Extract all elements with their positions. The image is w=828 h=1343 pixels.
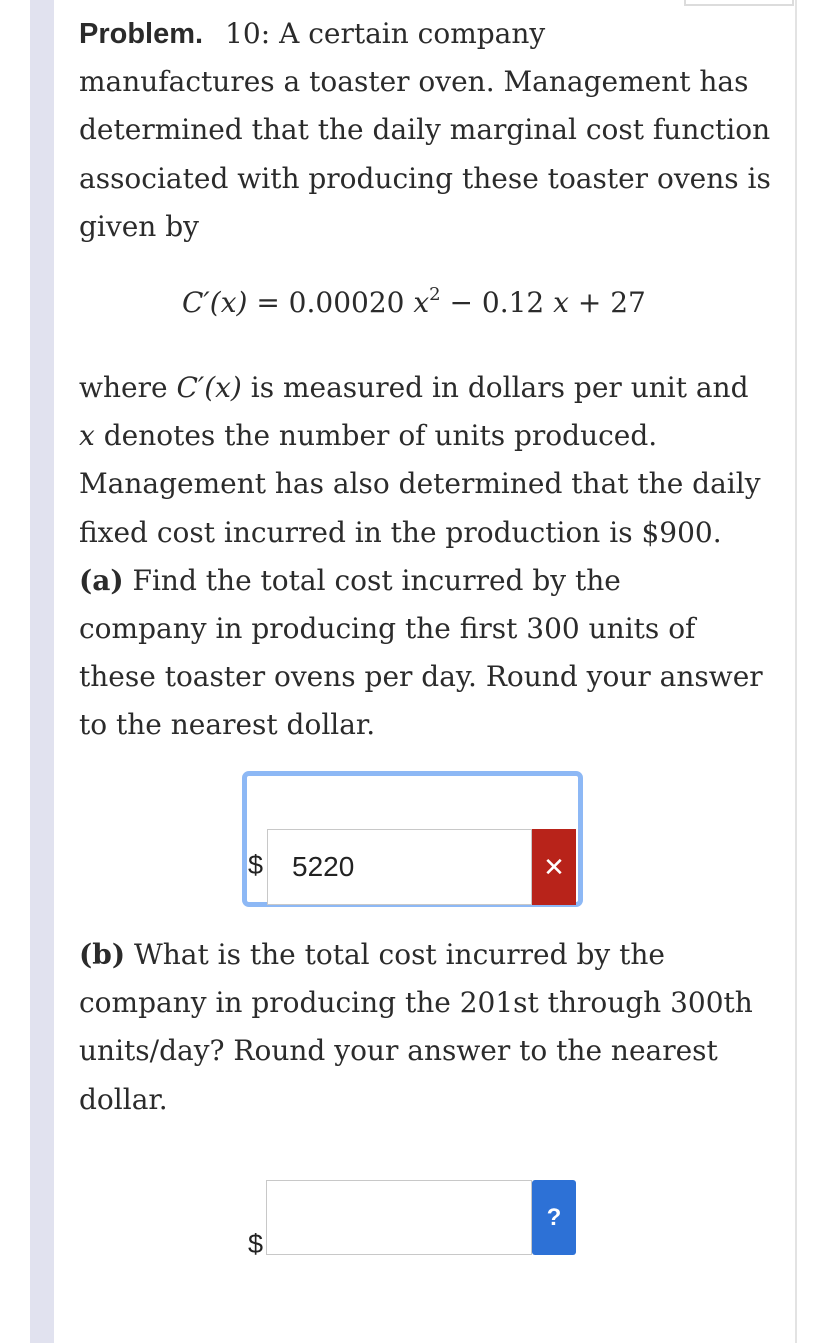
problem-line-5: given by: [79, 209, 199, 243]
problem-line-1: Problem. 10: A certain company: [79, 17, 546, 50]
part-b-line-1: (b) What is the total cost incurred by the: [79, 938, 665, 971]
part-b-answer-input[interactable]: [266, 1180, 532, 1255]
problem-line-2: manufactures a toaster oven. Management has: [79, 65, 749, 99]
right-border: [795, 0, 797, 1343]
description-line-4: fixed cost incurred in the production is $900.: [79, 515, 722, 549]
problem-line-4: associated with producing these toaster ovens is: [79, 161, 771, 195]
part-a-line-2: company in producing the first 300 units of: [79, 612, 696, 646]
part-b-question: [79, 931, 779, 1124]
description-line-1: where C′(x) is measured in dollars per unit and: [79, 371, 749, 404]
incorrect-icon[interactable]: ✕: [532, 829, 576, 905]
part-a-currency: $: [248, 850, 264, 880]
left-sidebar-strip: [30, 0, 54, 1343]
problem-number: 10: [225, 17, 261, 50]
help-icon[interactable]: ?: [532, 1180, 576, 1255]
part-b-line-3: units/day? Round your answer to the nearest: [79, 1034, 718, 1068]
description-line-3: Management has also determined that the daily: [79, 467, 761, 501]
part-b-line-2: company in producing the 201st through 300th: [79, 986, 753, 1020]
problem-line-3: determined that the daily marginal cost function: [79, 113, 771, 147]
part-b-line-4: dollar.: [79, 1082, 168, 1116]
top-corner-box: [684, 0, 794, 6]
part-a-label: (a): [79, 563, 124, 597]
description-line-2: x denotes the number of units produced.: [79, 419, 658, 453]
part-b-label: (b): [79, 938, 126, 971]
problem-description: [79, 364, 779, 750]
part-a-line-1: (a) Find the total cost incurred by the: [79, 563, 621, 597]
part-b-currency: $: [248, 1229, 264, 1259]
problem-statement: [79, 10, 779, 251]
part-a-answer-input[interactable]: 5220: [267, 829, 532, 905]
part-a-line-4: to the nearest dollar.: [79, 708, 376, 742]
marginal-cost-formula: C′(x) = 0.00020 $x^2 - 0.12$ x + 27: [182, 284, 646, 319]
part-a-line-3: these toaster ovens per day. Round your answer: [79, 660, 763, 694]
problem-label: Problem.: [79, 18, 204, 50]
